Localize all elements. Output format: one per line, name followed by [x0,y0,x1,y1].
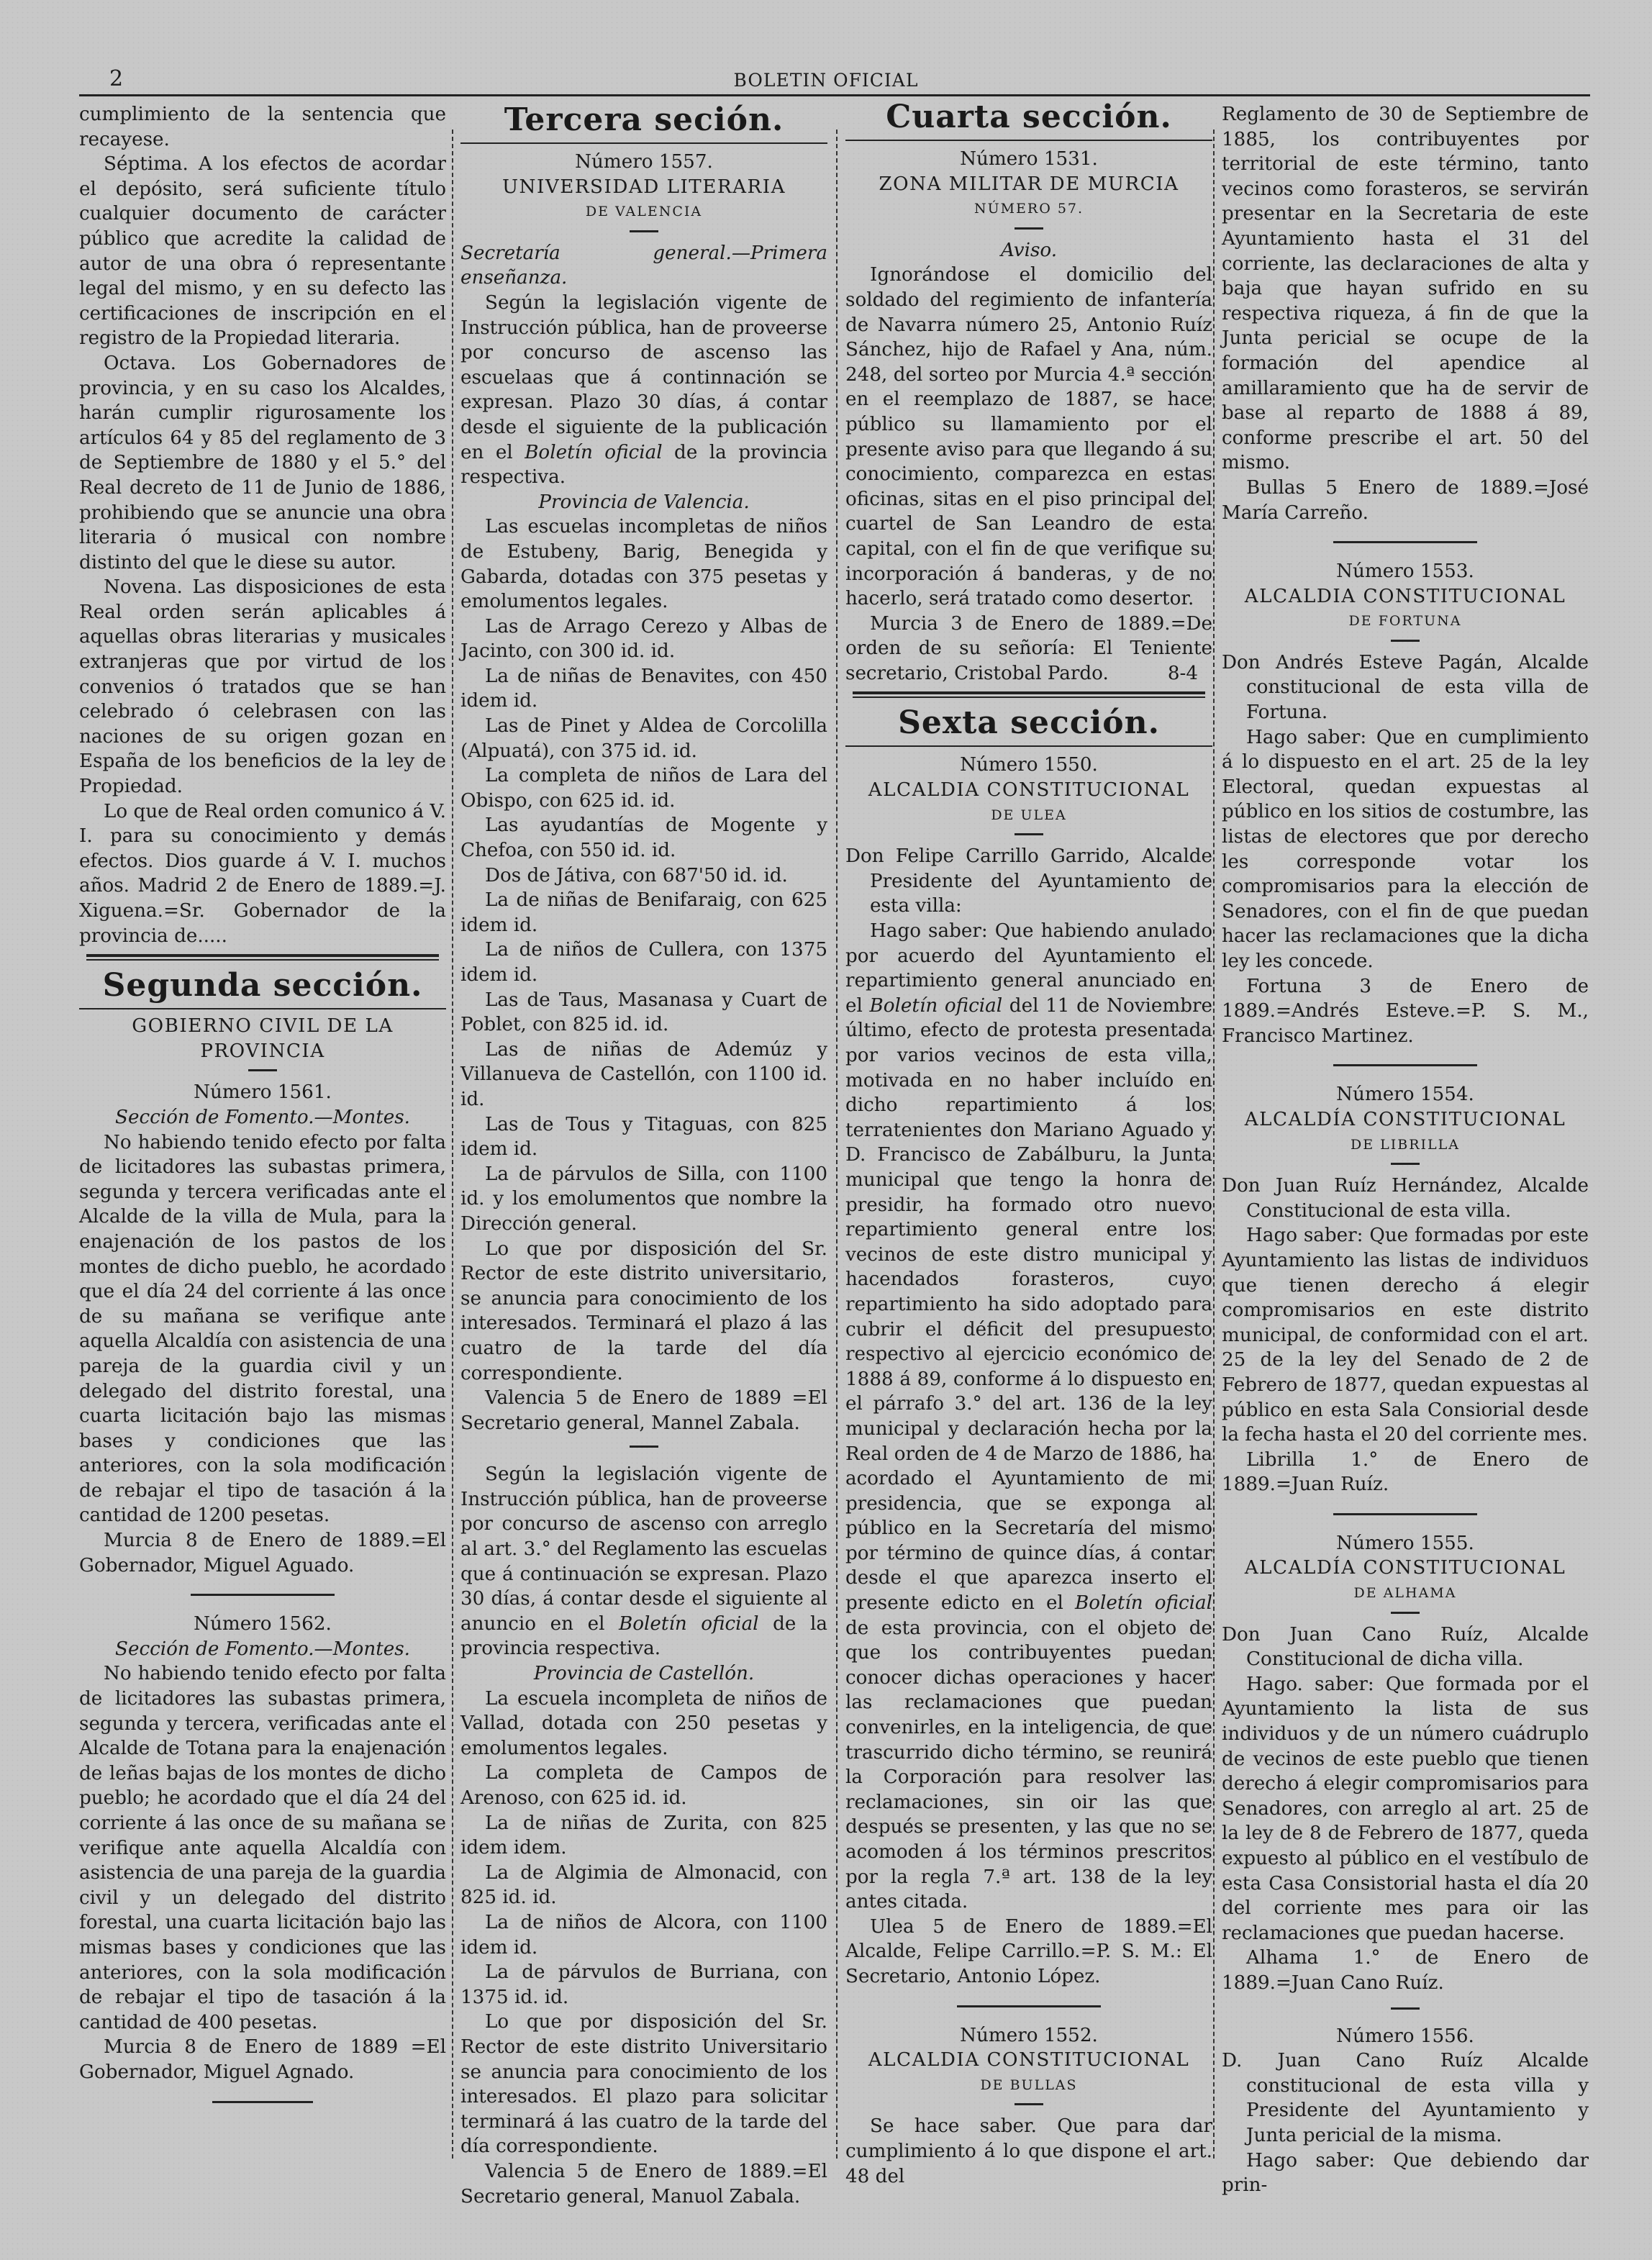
notice-separator [1333,1513,1477,1515]
notice-signature: Fortuna 3 de Enero de 1889.=Andrés Esteve.=P. S. M., Francisco Martinez. [1222,975,1589,1047]
column-1 [79,102,446,2119]
insertion-code: 8-4 [1167,662,1198,684]
notice-intro [460,291,827,490]
school-list-item: Las escuelas incompletas de niños de Estubeny, Barig, Benegida y Gabarda, dotadas con 375 pesetas y emolumentos legales. [460,516,827,613]
notice-heading: Don Juan Cano Ruíz, Alcalde Constitucional de dicha villa. [1222,1623,1589,1671]
school-list-item: Las de Pinet y Aldea de Corcolilla (Alpuatá), con 375 id. id. [460,715,827,762]
school-list-castellon [460,1687,827,2010]
notice-signature: Ulea 5 de Enero de 1889.=El Alcalde, Felipe Carrillo.=P. S. M.: El Secretario, Antonio López. [845,1915,1212,1987]
notice-separator [212,2101,313,2103]
school-list-item: La completa de Campos de Arenoso, con 625 id. id. [460,1762,827,1809]
institution-subheading: DE LIBRILLA [1351,1136,1460,1153]
province-heading: Provincia de Castellón. [533,1663,755,1685]
notice-number: Número 1553. [1336,561,1474,583]
school-list-item: Las ayudantías de Mogente y Chefoa, con 550 id. id. [460,814,827,862]
column-3 [845,99,1212,2189]
notice-signature [845,612,1212,686]
notice-signature: Bullas 5 Enero de 1889.=José María Carreño. [1222,476,1589,524]
section-title: Tercera seción. [504,101,784,138]
notice-number: Número 1556. [1336,2025,1474,2047]
intro-text: Según la legislación vigente de Instrucción pública, han de proveerse por concurso de ascenso las escuelaas que á continnación se expresan. Plazo 30 días, á contar desde el siguiente de la publicación en el [460,291,827,463]
paragraph: Octava. Los Gobernadores de provincia, y en su caso los Alcaldes, harán cumplir rigurosamente los artículos 64 y 85 del reglamento de 3 de Septiembre de 1880 y el 5.° del Real decreto de 11 de Junio de 1886, prohibiendo que se anuncie una obra literaria ó musical con nombre distinto del que le diese su autor. [79,352,446,573]
school-list-item: La de niñas de Zurita, con 825 idem idem. [460,1812,827,1859]
intro-publication: Boletín oficial [525,441,663,463]
notice-subtitle: Secretaría general.—Primera enseñanza. [460,242,827,289]
section-title: Sexta sección. [898,704,1160,742]
institution-heading: ZONA MILITAR DE MURCIA [879,173,1179,195]
notice-body: Hago saber: Que debiendo dar prin- [1222,2149,1589,2197]
notice-signature: Alhama 1.° de Enero de 1889.=Juan Cano Ruíz. [1222,1947,1589,1994]
intro-publication: Boletín oficial [619,1612,759,1635]
notice-heading: Don Andrés Esteve Pagán, Alcalde constitucional de esta villa de Fortuna. [1222,651,1589,724]
page-number: 2 [109,66,124,91]
body-text: Hago saber: Que habiendo anulado por acuerdo del Ayuntamiento el repartimiento general anunciado en el [845,920,1212,1017]
notice-heading: D. Juan Cano Ruíz Alcalde constitucional de esta villa y Presidente del Ayuntamiento y Junta pericial de la misma. [1222,2050,1589,2146]
section-rule [845,745,1212,747]
body-text: del 11 de Noviembre último, efecto de protesta presentada por varios vecinos de esta villa, motivada en no haber incluído en dicho repartimiento á los terratenientes don Mariano Aguado y D. Francisco de Zabálburu, la Junta municipal que tengo la honra de presidir, ha formado otro nuevo repartimiento general entre los vecinos de este distro municipal y hacendados forasteros, cuyo repartimiento ha sido adoptado para cubrir el déficit del presupuesto respectivo al ejercicio económico de 1888 á 89, conforme á lo dispuesto en el párrafo 3.° del art. 136 de la ley municipal y declaración hecha por la Real orden de 4 de Marzo de 1886, ha acordado el Ayuntamiento de mi presidencia, que se exponga al público en la Secretaría del mismo por término de quince días, á contar desde el que aparezca inserto el presente edicto en el [845,994,1212,1615]
notice-signature: Murcia 8 de Enero de 1889 =El Gobernador, Miguel Agnado. [79,2036,446,2083]
short-rule [1391,1163,1420,1165]
institution-subheading: NÚMERO 57. [974,201,1084,217]
institution-subheading: DE BULLAS [980,2077,1078,2093]
short-rule [1391,2007,1420,2010]
section-title: Cuarta sección. [886,99,1172,135]
column-divider [836,130,838,2159]
intro-text: de la provincia respectiva. [460,441,827,489]
intro-text: de la provincia respectiva. [460,1612,827,1660]
institution-subheading: DE FORTUNA [1348,613,1462,630]
notice-number: Número 1550. [960,754,1098,776]
notice-signature: Valencia 5 de Enero de 1889.=El Secretario general, Manuol Zabala. [460,2160,827,2207]
column-divider [452,130,453,2159]
notice-subtitle: Sección de Fomento.—Montes. [115,1106,410,1128]
notice-number: Número 1557. [575,151,713,173]
notice-body [845,919,1212,1915]
institution-heading: ALCALDIA CONSTITUCIONAL [868,779,1190,802]
school-list-item: La de niñas de Benifaraig, con 625 idem id. [460,889,827,936]
section-rule [853,691,1205,698]
short-rule [1015,2103,1043,2105]
section-rule [86,954,439,961]
school-list-item: Las de Taus, Masanasa y Cuart de Poblet, con 825 id. id. [460,989,827,1036]
paragraph: Séptima. A los efectos de acordar el depósito, será suficiente título cualquier documento de carácter público que acredite la calidad de autor de una obra ó representante legal del mismo, y en su defecto las certificaciones de inscripción en el registro de la Propiedad literaria. [79,153,446,350]
paragraph: Lo que de Real orden comunico á V. I. para su conocimiento y demás efectos. Dios guarde á V. I. muchos años. Madrid 2 de Enero de 1889.=J. Xiguena.=Sr. Gobernador de la provincia de..... [79,800,446,947]
notice-body: Hago. saber: Que formada por el Ayuntamiento la lista de sus individuos y de un número cuádruplo de vecinos de este pueblo que tienen derecho á elegir compromisarios para Senadores, con arreglo al art. 25 de la ley de 8 de Febrero de 1877, queda expuesto al público en el vestíbulo de esta Casa Consistorial hasta el día 20 del corriente mes para oir las reclamaciones que puedan hacerse. [1222,1673,1589,1944]
notice-body: Se hace saber. Que para dar cumplimiento á lo que dispone el art. 48 del [845,2115,1212,2187]
notice-subtitle: Sección de Fomento.—Montes. [115,1638,410,1660]
school-list-item: Las de Tous y Titaguas, con 825 idem id. [460,1113,827,1161]
institution-subheading: DE VALENCIA [585,204,703,220]
section-rule [845,140,1212,141]
school-list-item: La de niños de Alcora, con 1100 idem id. [460,1911,827,1959]
notice-closing: Lo que por disposición del Sr. Rector de este distrito universitario, se anuncia para conocimiento de los interesados. Terminará el plazo á las cuatro de la tarde del día correspondiente. [460,1238,827,1384]
notice-number: Número 1561. [194,1081,332,1104]
paragraph: cumplimiento de la sentencia que recayese. [79,104,446,150]
notice-number: Número 1552. [960,2024,1098,2046]
short-rule [248,1069,277,1071]
school-list-item: Dos de Játiva, con 687'50 id. id. [485,864,788,886]
short-rule [630,230,658,232]
school-list-item: La completa de niños de Lara del Obispo, con 625 id. id. [460,765,827,812]
notice-signature: Murcia 8 de Enero de 1889.=El Gobernador, Miguel Aguado. [79,1530,446,1576]
notice-number: Número 1554. [1336,1084,1474,1106]
notice-separator [1333,541,1477,543]
running-title: BOLETIN OFICIAL [733,70,919,91]
notice-separator [1333,1064,1477,1066]
institution-heading: ALCALDÍA CONSTITUCIONAL [1244,1557,1566,1579]
institution-heading: GOBIERNO CIVIL DE LA PROVINCIA [132,1015,394,1062]
school-list-item: La de niños de Cullera, con 1375 idem id. [460,939,827,986]
notice-separator [191,1594,335,1596]
notice-body: No habiendo tenido efecto por falta de licitadores las subastas primera, segunda y tercera, verificadas ante el Alcalde de Totana para la enajenación de leñas bajas de los montes de dicho pueblo; he acordado que el día 24 del corriente á las once de su mañana se verifique ante aquella Alcaldía con asistencia de una pareja de la guardia civil y un delegado del distrito forestal, una cuarta licitación bajo las mismas bases y condiciones que las anteriores, con la sola modificación de rebajar el tipo de tasación á la cantidad de 400 pesetas. [79,1663,446,2033]
short-rule [1391,640,1420,642]
body-publication: Boletín oficial [1074,1592,1212,1615]
column-divider [1213,130,1215,2159]
section-rule [79,1008,446,1009]
notice-separator [957,2005,1101,2007]
top-rule [79,94,1590,96]
school-list-item: La de niñas de Benavites, con 450 idem id. [460,665,827,712]
short-rule [1015,833,1043,835]
school-list-item: Las de niñas de Ademúz y Villanueva de Castellón, con 1100 id. id. [460,1038,827,1110]
notice-signature: Valencia 5 de Enero de 1889 =El Secretario general, Mannel Zabala. [460,1387,827,1434]
notice-signature: Librilla 1.° de Enero de 1889.=Juan Ruíz. [1222,1448,1589,1496]
section-title: Segunda sección. [102,967,423,1004]
notice-number: Número 1562. [194,1613,332,1635]
signature-text: Murcia 3 de Enero de 1889.=De orden de su señoría: El Teniente secretario, Cristobal Pardo. [845,612,1212,684]
body-publication: Boletín oficial [869,994,1003,1017]
province-heading: Provincia de Valencia. [538,491,750,513]
institution-heading: ALCALDÍA CONSTITUCIONAL [1244,1108,1566,1130]
short-rule [1015,227,1043,230]
column-4 [1222,102,1589,2198]
notice-closing: Lo que por disposición del Sr. Rector de este distrito Universitario se anuncia para conocimiento de los interesados. El plazo para solicitar terminará á las cuatro de la tarde del día correspondiente. [460,2011,827,2158]
body-text: de esta provincia, con el objeto de que los contribuyentes puedan conocer dichas operaciones y hacer las reclamaciones que puedan convenirles, en la inteligencia, de que trascurrido dicho término, se reunirá la Corporación para resolver las reclamaciones, sin oir las que después se presenten, y las que no se acomoden á los términos prescritos por la regla 7.ª art. 138 de la ley antes citada. [845,1617,1212,1913]
notice-number: Número 1531. [960,148,1098,170]
notice-body: No habiendo tenido efecto por falta de licitadores las subastas primera, segunda y tercera verificadas ante el Alcalde de la villa de Mula, para la enajenación de los pastos de los montes de dicho pueblo, he acordado que el día 24 del corriente á las once de su mañana se verifique ante aquella Alcaldía con asistencia de una pareja de la guardia civil y un delegado del distrito forestal, una cuarta licitación bajo las mismas bases y condiciones que las anteriores, con la sola modificación de rebajar el tipo de tasación á la cantidad de 1200 pesetas. [79,1131,446,1527]
notice-heading: Don Felipe Carrillo Garrido, Alcalde Presidente del Ayuntamiento de esta villa: [845,845,1212,917]
intro-text: Según la legislación vigente de Instrucción pública, han de proveerse por concurso de ascenso con arreglo al art. 3.° del Reglamento las escuelas que á continuación se expresan. Plazo 30 días, á contar desde el siguiente al anuncio en el [460,1463,827,1635]
institution-subheading: DE ULEA [991,807,1067,823]
institution-heading: ALCALDIA CONSTITUCIONAL [868,2049,1190,2071]
school-list-item: La de párvulos de Silla, con 1100 id. y los emolumentos que nombre la Dirección general. [460,1163,827,1235]
institution-subheading: DE ALHAMA [1353,1585,1457,1602]
notice-body: Hago saber: Que en cumplimiento á lo dispuesto en el art. 25 de la ley Electoral, quedan expuestas al público en los sitios de costumbre, las listas de electores que por derecho les corresponde votar los compromisarios para la elección de Senadores, con el fin de que puedan hacer las reclamaciones que la dicha ley les concede. [1222,726,1589,972]
section-rule [460,142,827,144]
paragraph: Novena. Las disposiciones de esta Real orden serán aplicables á aquellas obras literarias y musicales extranjeras que por virtud de los convenios ó tratados que se han celebrado ó celebrasen con las naciones de su origen gozan en España de los beneficios de la ley de Propiedad. [79,576,446,798]
notice-number: Número 1555. [1336,1532,1474,1554]
column-2 [460,102,827,2209]
short-rule [1391,1612,1420,1614]
institution-heading: UNIVERSIDAD LITERARIA [502,176,786,198]
notice-heading: Don Juan Ruíz Hernández, Alcalde Constitucional de esta villa. [1222,1175,1589,1222]
notice-subtitle: Aviso. [1000,239,1058,261]
notice-body: Hago saber: Que formadas por este Ayuntamiento las listas de individuos que tienen derecho á elegir compromisarios en este distrito municipal, de conformidad con el art. 25 de la ley del Senado de 2 de Febrero de 1877, quedan expuestas al público en esta Sala Consiorial desde la fecha hasta el 20 del corriente mes. [1222,1225,1589,1446]
institution-heading: ALCALDIA CONSTITUCIONAL [1244,585,1566,607]
continuation-text: Reglamento de 30 de Septiembre de 1885, los contribuyentes por territorial de este término, tanto vecinos como forasteros, se servirán presentar en la Secretaria de este Ayuntamiento hasta el 31 del corriente, las declaraciones de alta y baja que hayan sufrido en su respectiva riqueza, á fin de que la Junta pericial se ocupe de la formación del apendice al amillaramiento que ha de servir de base al reparto de 1888 á 89, conforme prescribe el art. 50 del mismo. [1222,104,1589,474]
school-list-item: La escuela incompleta de niños de Vallad, dotada con 250 pesetas y emolumentos legales. [460,1687,827,1759]
school-list-item: Las de Arrago Cerezo y Albas de Jacinto, con 300 id. id. [460,615,827,663]
short-rule [630,1446,658,1448]
notice-body: Ignorándose el domicilio del soldado del regimiento de infantería de Navarra número 25, Antonio Ruíz Sánchez, hijo de Rafael y Ana, núm. 248, del sorteo por Murcia 4.ª sección en el reemplazo de 1887, se hace público su llamamiento por el presente aviso para que llegando á su conocimiento, comparezca en estas oficinas, sitas en el piso principal del cuartel de San Leandro de esta capital, con el fin de que verifique su incorporación á banderas, y de no hacerlo, será tratado como desertor. [845,264,1212,610]
school-list-item: La de párvulos de Burriana, con 1375 id. id. [460,1961,827,2008]
school-list-valencia [460,514,827,1236]
school-list-item: La de Algimia de Almonacid, con 825 id. id. [460,1861,827,1909]
notice-intro [460,1462,827,1661]
